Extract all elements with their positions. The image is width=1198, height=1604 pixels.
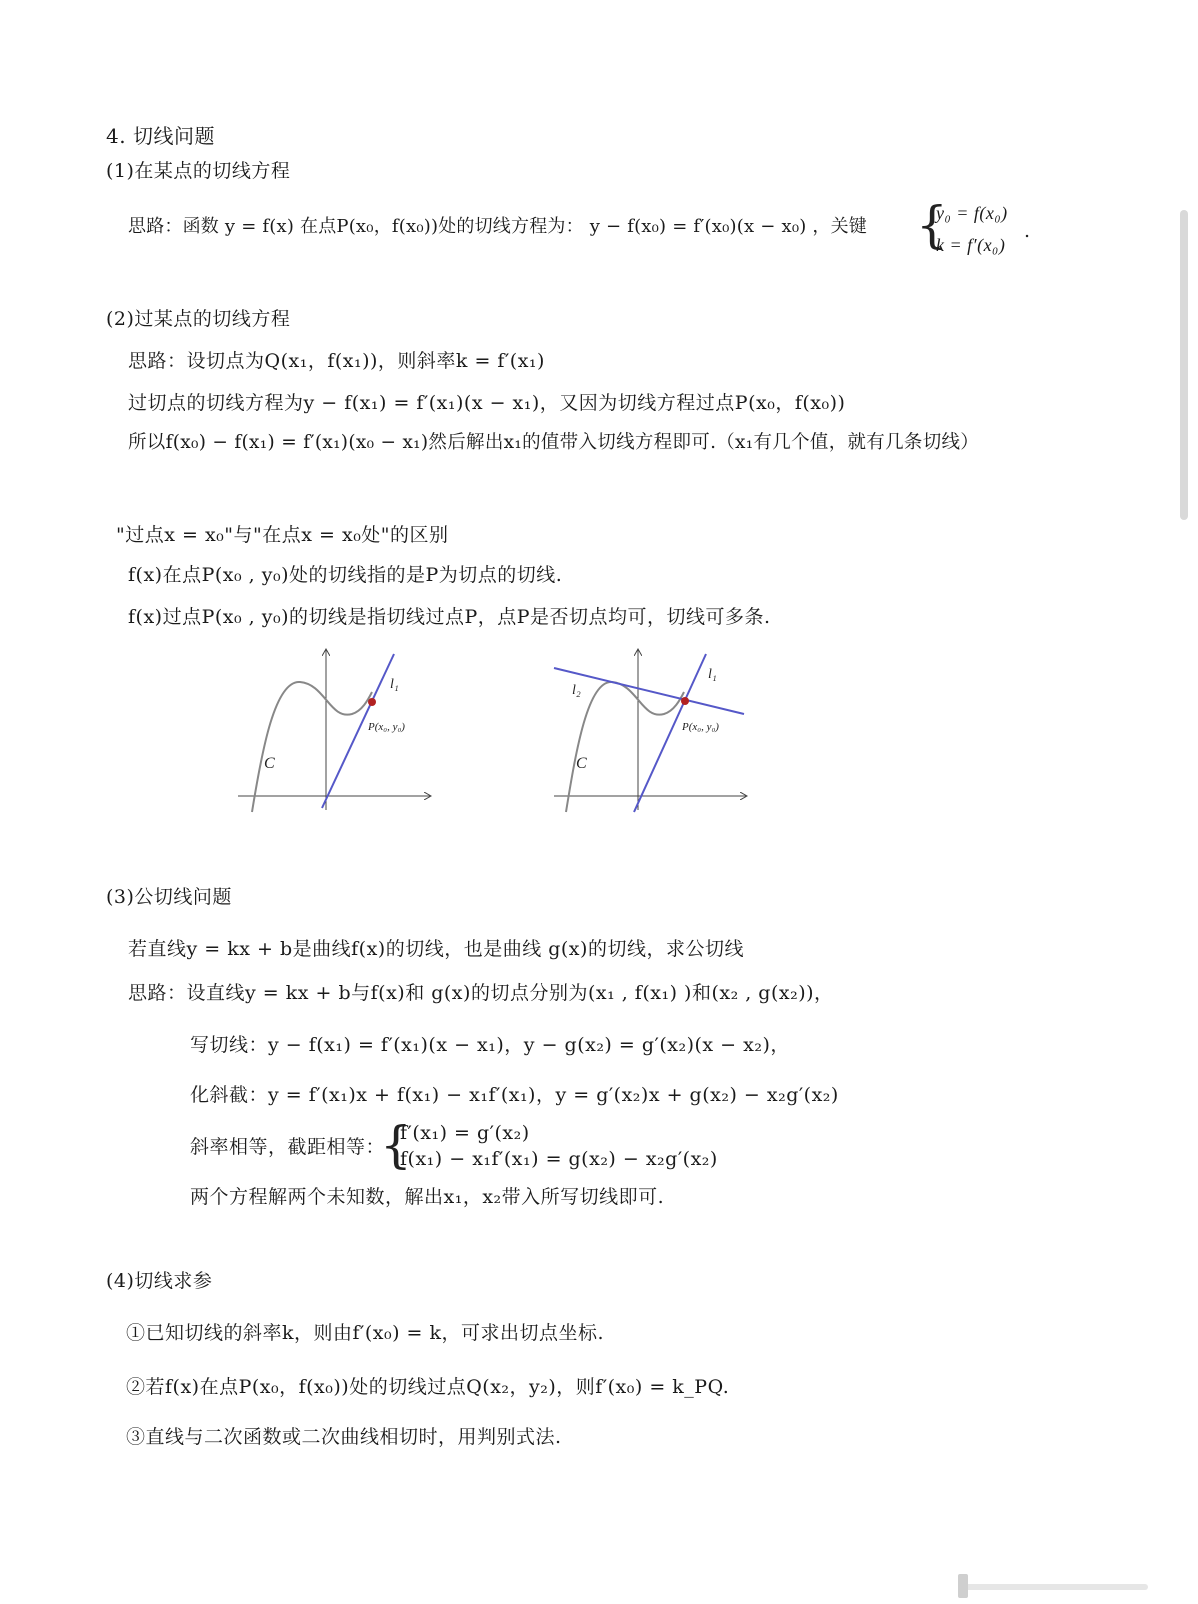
s2-title: (2)过某点的切线方程	[106, 308, 291, 330]
s1-line: 思路：函数 y = f(x) 在点P(x₀，f(x₀))处的切线方程为： y − f(x₀) = f′(x₀)(x − x₀) ，关键	[128, 216, 867, 237]
s2-line3: 所以f(x₀) − f(x₁) = f′(x₁)(x₀ − x₁)然后解出x₁的值带入切线方程即可.（x₁有几个值，就有几条切线）	[128, 432, 980, 453]
tangent-through-point-figure	[546, 640, 756, 820]
label-p: P(x₀, y₀)	[368, 721, 405, 733]
point-p	[681, 697, 689, 705]
vertical-scrollbar[interactable]	[1180, 210, 1188, 520]
page-indicator-bar[interactable]	[958, 1584, 1148, 1590]
label-l2: l₂	[572, 683, 581, 698]
s1-brace: {	[916, 196, 948, 254]
label-c: C	[264, 755, 275, 772]
s3-line1: 若直线y = kx + b是曲线f(x)的切线，也是曲线 g(x)的切线，求公切线	[128, 938, 744, 960]
curve-c	[566, 682, 684, 812]
label-l1: l₁	[390, 677, 399, 692]
s3-brace: {	[380, 1116, 412, 1174]
s4-title: (4)切线求参	[106, 1270, 213, 1292]
s3-sys1: f′(x₁) = g′(x₂)	[400, 1122, 530, 1144]
s3-line5: 斜率相等，截距相等：	[190, 1136, 386, 1158]
s1-end: .	[1024, 220, 1031, 242]
section-heading: 4. 切线问题	[106, 124, 215, 148]
tangent-l1	[634, 654, 706, 812]
diff-line1: f(x)在点P(x₀ , y₀)处的切线指的是P为切点的切线.	[128, 564, 563, 586]
s3-line2: 思路：设直线y = kx + b与f(x)和 g(x)的切点分别为(x₁ , f(x₁) )和(x₂ , g(x₂))，	[128, 982, 834, 1004]
s3-line6: 两个方程解两个未知数，解出x₁，x₂带入所写切线即可.	[190, 1186, 665, 1208]
s2-line2: 过切点的切线方程为y − f(x₁) = f′(x₁)(x − x₁)，又因为切线方程过点P(x₀，f(x₀))	[128, 392, 846, 414]
diff-title: "过点x = x₀"与"在点x = x₀处"的区别	[116, 524, 449, 546]
s3-title: (3)公切线问题	[106, 886, 232, 908]
s1-key1: y₀ = f(x₀)	[936, 203, 1008, 223]
s4-line1: ①已知切线的斜率k，则由f′(x₀) = k，可求出切点坐标.	[126, 1322, 605, 1344]
label-l1: l₁	[708, 667, 717, 682]
tangent-at-point-figure	[230, 640, 440, 820]
s1-title: (1)在某点的切线方程	[106, 160, 291, 182]
point-p	[368, 698, 376, 706]
s2-line1: 思路：设切点为Q(x₁，f(x₁))，则斜率k = f′(x₁)	[128, 350, 545, 372]
curve-c	[252, 682, 372, 812]
s1-key2: k = f′(x₀)	[936, 235, 1006, 255]
s4-line2: ②若f(x)在点P(x₀，f(x₀))处的切线过点Q(x₂，y₂)，则f′(x₀) = k_PQ.	[126, 1376, 730, 1398]
s4-line3: ③直线与二次函数或二次曲线相切时，用判别式法.	[126, 1426, 562, 1448]
diff-line2: f(x)过点P(x₀ , y₀)的切线是指切线过点P，点P是否切点均可，切线可多条.	[128, 606, 771, 628]
page-indicator-thumb[interactable]	[958, 1574, 968, 1598]
s3-line3: 写切线：y − f(x₁) = f′(x₁)(x − x₁)，y − g(x₂) = g′(x₂)(x − x₂)，	[190, 1034, 790, 1056]
s3-line4: 化斜截：y = f′(x₁)x + f(x₁) − x₁f′(x₁)，y = g′(x₂)x + g(x₂) − x₂g′(x₂)	[190, 1084, 839, 1106]
s3-sys2: f(x₁) − x₁f′(x₁) = g(x₂) − x₂g′(x₂)	[400, 1148, 718, 1170]
label-c: C	[576, 755, 587, 772]
label-p: P(x₀, y₀)	[682, 721, 719, 733]
